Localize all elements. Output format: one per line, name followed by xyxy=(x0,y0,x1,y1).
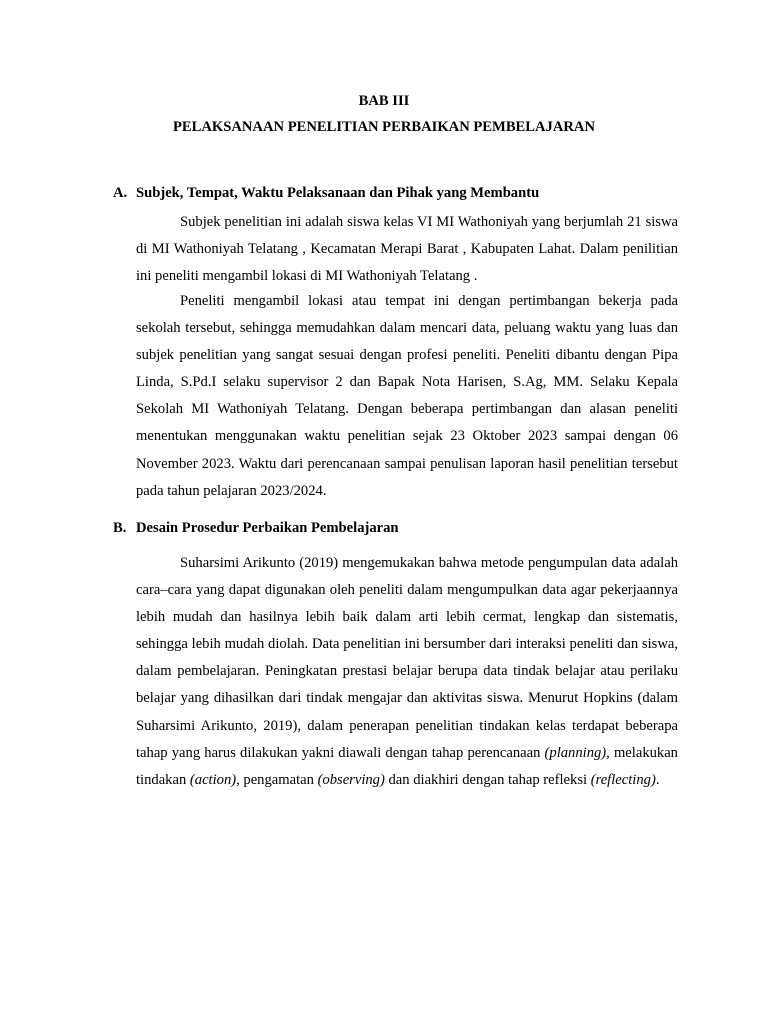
term-planning: (planning) xyxy=(544,744,607,761)
term-reflecting: (reflecting) xyxy=(590,771,656,788)
section-b-title: Desain Prosedur Perbaikan Pembelajaran xyxy=(136,520,399,536)
paragraph-text: , melakukan tindakan xyxy=(136,744,678,788)
section-a-title: Subjek, Tempat, Waktu Pelaksanaan dan Pihak yang Membantu xyxy=(136,185,540,201)
section-b-heading xyxy=(113,520,399,537)
section-a-paragraph-2: Peneliti mengambil lokasi atau tempat ini dengan pertimbangan bekerja pada sekolah tersebut, sehingga memudahkan dalam mencari data, peluang waktu yang luas dan subjek penelitian yang sangat sesuai dengan profesi peneliti. Peneliti dibantu dengan Pipa Linda, S.Pd.I selaku supervisor 2 dan Bapak Nota Harisen, S.Ag, MM. Selaku Kepala Sekolah MI Wathoniyah Telatang. Dengan beberapa pertimbangan dan alasan peneliti menentukan menggunakan waktu penelitian sejak 23 Oktober 2023 sampai dengan 06 November 2023. Waktu dari perencanaan sampai penulisan laporan hasil penelitian tersebut pada tahun pelajaran 2023/2024. xyxy=(136,293,678,499)
paragraph-text: dan diakhiri dengan tahap refleksi xyxy=(384,771,591,788)
paragraph-text: , pengamatan xyxy=(236,771,318,788)
section-b-letter: B. xyxy=(113,520,127,536)
term-observing: (observing) xyxy=(317,771,385,788)
chapter-number: BAB III xyxy=(358,93,410,109)
paragraph-text: Suharsimi Arikunto (2019) mengemukakan bahwa metode pengumpulan data adalah cara–cara yang dapat digunakan oleh peneliti dalam mengumpulkan data agar pekerjaannya lebih mudah dan hasilnya lebih baik dalam arti lebih cermat, lengkap dan sistematis, sehingga lebih mudah diolah. Data penelitian ini bersumber dari interaksi peneliti dan siswa, dalam pembelajaran. Peningkatan prestasi belajar berupa data tindak belajar atau perilaku belajar yang dihasilkan dari tindak mengajar dan aktivitas siswa. Menurut Hopkins (dalam Suharsimi Arikunto, 2019), dalam penerapan penelitian tindakan kelas terdapat beberapa tahap yang harus dilakukan yakni diawali dengan tahap perencanaan xyxy=(136,555,678,761)
term-action: (action) xyxy=(189,771,237,788)
paragraph-text: . xyxy=(655,771,660,788)
section-a-letter: A. xyxy=(113,185,128,201)
section-a-paragraph-1: Subjek penelitian ini adalah siswa kelas VI MI Wathoniyah yang berjumlah 21 siswa di MI Wathoniyah Telatang , Kecamatan Merapi Barat , Kabupaten Lahat. Dalam penilitian ini peneliti mengambil lokasi di MI Wathoniyah Telatang . xyxy=(136,214,678,285)
section-a-heading xyxy=(113,185,539,202)
chapter-title: PELAKSANAAN PENELITIAN PERBAIKAN PEMBELAJARAN xyxy=(172,119,596,135)
section-b-paragraph xyxy=(136,550,678,794)
